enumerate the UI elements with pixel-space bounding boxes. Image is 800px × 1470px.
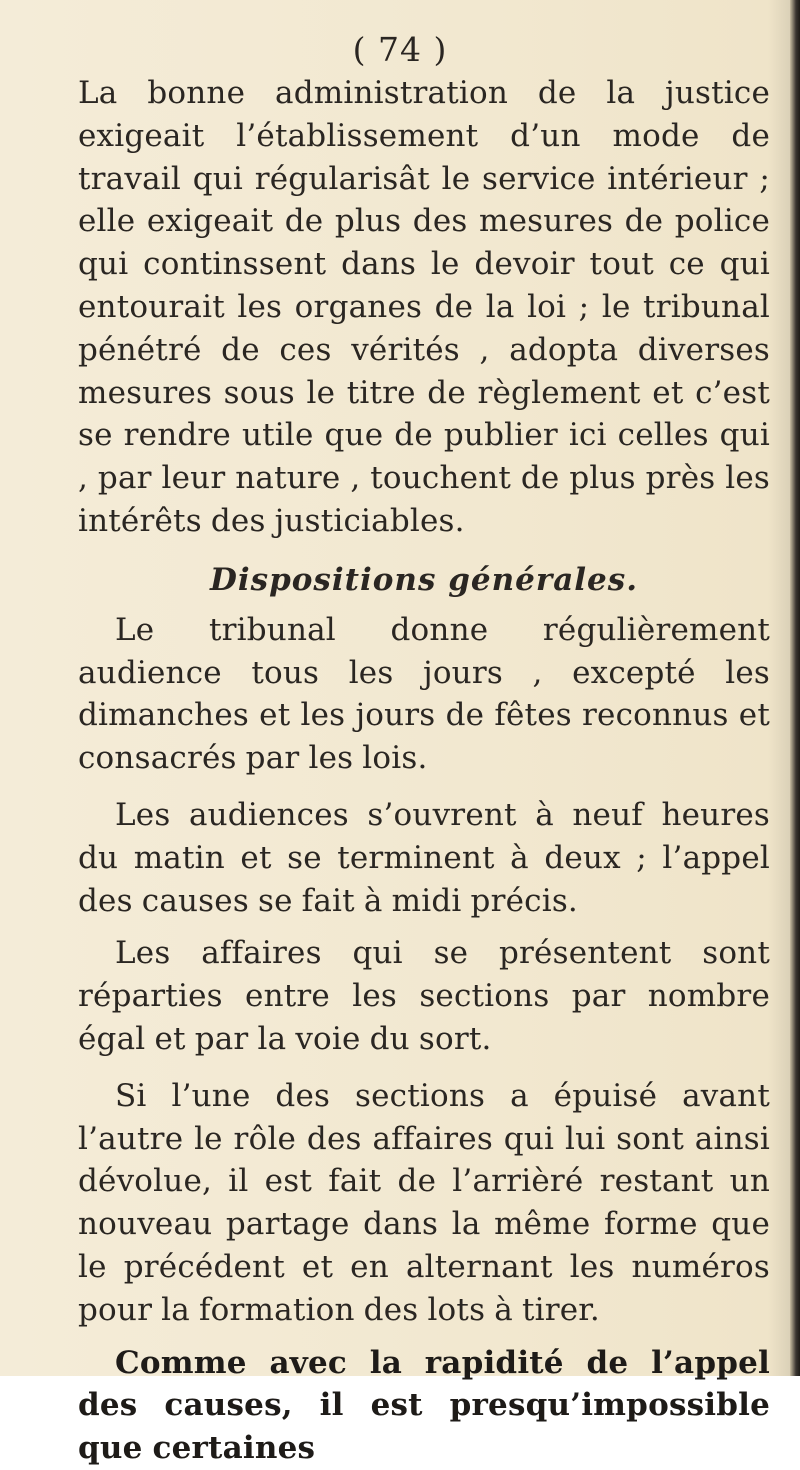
section-heading: Dispositions générales.: [209, 561, 639, 598]
paragraph-case-call: Comme avec la rapidité de l’appel des causes, il est presqu’impossible que certaines: [78, 1344, 770, 1467]
page-number: ( 74 ): [352, 30, 448, 69]
page-body: [78, 72, 770, 1470]
paragraph-remaining-cases: Si l’une des sections a épuisé avant l’autre le rôle des affaires qui lui sont ainsi dévolue, il est fait de l’arrièré restant un nouveau partage dans la même forme que le précédent et en alternant les numéros pour la formation des lots à tirer.: [78, 1077, 770, 1328]
intro-paragraph: La bonne administration de la justice exigeait l’établissement d’un mode de travail qui régularisât le service intérieur ; elle exigeait de plus des mesures de police qui continssent dans le devoir tout ce qui entourait les organes de la loi ; le tribunal pénétré de ces vérités , adopta diverses mesures sous le titre de règlement et c’est se rendre utile que de publier ici celles qui , par leur nature , touchent de plus près les intérêts des justiciables.: [78, 75, 770, 539]
page-edge: [790, 0, 800, 1376]
paragraph-audience-hours: Les audiences s’ouvrent à neuf heures du matin et se terminent à deux ; l’appel des causes se fait à midi précis.: [78, 796, 770, 919]
paragraph-case-distribution: Les affaires qui se présentent sont réparties entre les sections par nombre égal et par la voie du sort.: [78, 935, 770, 1057]
paragraph-audience-days: Le tribunal donne régulièrement audience tous les jours , excepté les dimanches et les jours de fêtes reconnus et consacrés par les lois.: [78, 611, 770, 777]
